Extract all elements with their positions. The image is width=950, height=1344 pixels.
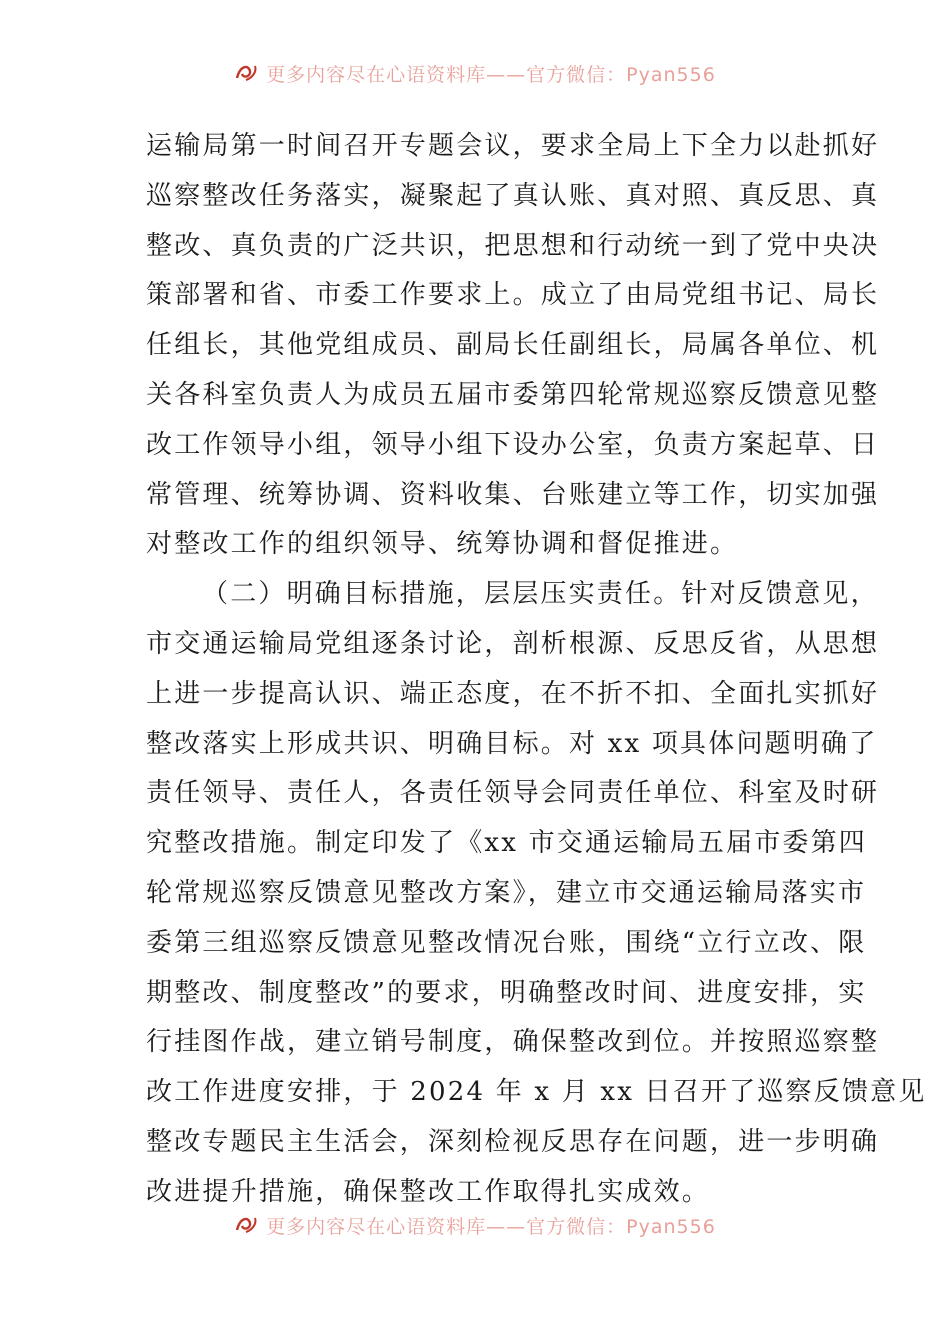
text-line: 巡察整改任务落实，凝聚起了真认账、真对照、真反思、真 xyxy=(146,180,880,211)
text-line: 责任领导、责任人，各责任领导会同责任单位、科室及时研 xyxy=(146,778,880,809)
text-line: 对整改工作的组织领导、统筹协调和督促推进。 xyxy=(146,529,739,560)
text-line: 委第三组巡察反馈意见整改情况台账，围绕“立行立改、限 xyxy=(146,927,867,958)
text-line: 改进提升措施，确保整改工作取得扎实成效。 xyxy=(146,1176,711,1207)
text-line: 期整改、制度整改”的要求，明确整改时间、进度安排，实 xyxy=(146,977,867,1008)
watermark-text: 更多内容尽在心语资料库——官方微信：Pyan556 xyxy=(266,64,716,86)
logo-icon xyxy=(234,1214,260,1234)
text-line: 整改专题民主生活会，深刻检视反思存在问题，进一步明确 xyxy=(146,1126,880,1157)
text-line: 上进一步提高认识、端正态度，在不折不扣、全面扎实抓好 xyxy=(146,678,880,709)
text-line: 常管理、统筹协调、资料收集、台账建立等工作，切实加强 xyxy=(146,479,880,510)
text-line: 轮常规巡察反馈意见整改方案》，建立市交通运输局落实市 xyxy=(146,877,867,908)
document-body xyxy=(146,122,927,1218)
text-line: 策部署和省、市委工作要求上。成立了由局党组书记、局长 xyxy=(146,280,880,311)
text-line: 任组长，其他党组成员、副局长任副组长，局属各单位、机 xyxy=(146,330,880,361)
text-line: 究整改措施。制定印发了《xx 市交通运输局五届市委第四 xyxy=(146,828,867,859)
text-line: 行挂图作战，建立销号制度，确保整改到位。并按照巡察整 xyxy=(146,1027,880,1058)
logo-icon xyxy=(234,62,260,82)
watermark-header xyxy=(0,60,950,84)
text-line: 整改、真负责的广泛共识，把思想和行动统一到了党中央决 xyxy=(146,230,880,261)
text-line: 整改落实上形成共识、明确目标。对 xx 项具体问题明确了 xyxy=(146,728,878,759)
watermark-footer xyxy=(0,1212,950,1236)
text-line: 运输局第一时间召开专题会议，要求全局上下全力以赴抓好 xyxy=(146,131,880,161)
text-line: （二）明确目标措施，层层压实责任。针对反馈意见， xyxy=(202,579,879,610)
text-line: 改工作进度安排，于 2024 年 x 月 xx 日召开了巡察反馈意见 xyxy=(146,1077,927,1108)
text-line: 关各科室负责人为成员五届市委第四轮常规巡察反馈意见整 xyxy=(146,379,880,410)
text-line: 改工作领导小组，领导小组下设办公室，负责方案起草、日 xyxy=(146,429,880,460)
text-line: 市交通运输局党组逐条讨论，剖析根源、反思反省，从思想 xyxy=(146,628,880,659)
watermark-text: 更多内容尽在心语资料库——官方微信：Pyan556 xyxy=(266,1216,716,1238)
